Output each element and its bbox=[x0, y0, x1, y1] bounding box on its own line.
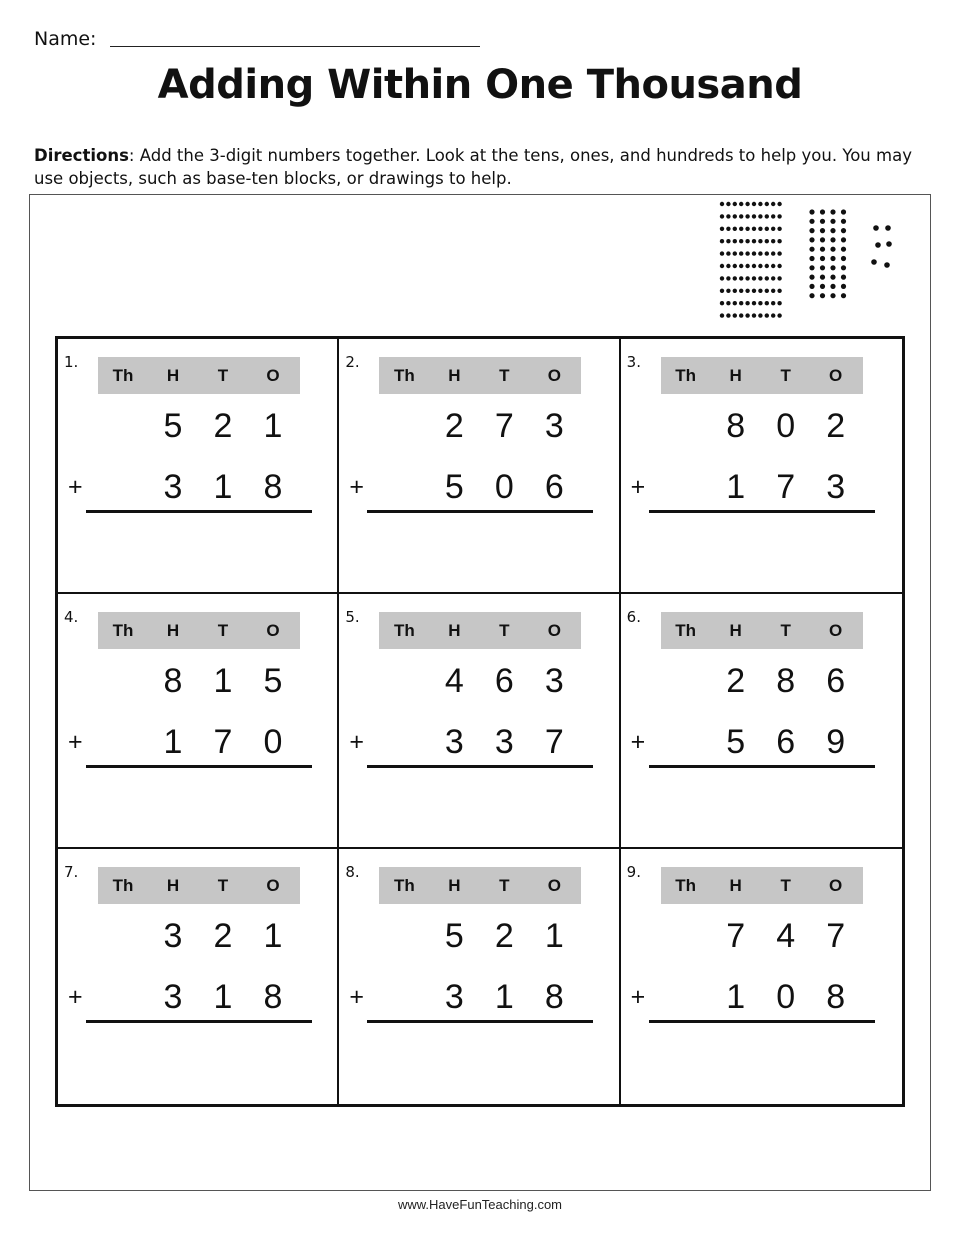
problem-cell bbox=[621, 849, 902, 1104]
place-value-label: H bbox=[729, 366, 742, 385]
answer-line[interactable] bbox=[649, 510, 875, 513]
addend-digit: 3 bbox=[494, 723, 514, 761]
problem-cell bbox=[339, 339, 620, 594]
addend-digit: 9 bbox=[826, 723, 846, 761]
addend-digit: 2 bbox=[444, 407, 464, 445]
place-value-label: H bbox=[448, 876, 461, 895]
addend-digit: 1 bbox=[213, 662, 233, 700]
place-value-label: T bbox=[217, 621, 229, 640]
place-value-label: T bbox=[217, 876, 229, 895]
answer-line[interactable] bbox=[367, 1020, 593, 1023]
place-value-label: O bbox=[547, 876, 561, 895]
page-title: Adding Within One Thousand bbox=[157, 62, 803, 108]
addend-digit: 8 bbox=[263, 468, 283, 506]
addend-digit: 7 bbox=[726, 917, 746, 955]
addend-digit: 2 bbox=[826, 407, 846, 445]
addend-digit: 2 bbox=[213, 407, 233, 445]
addend-digit: 3 bbox=[444, 978, 464, 1016]
addend-digit: 2 bbox=[494, 917, 514, 955]
addend-digit: 0 bbox=[776, 978, 796, 1016]
addend-digit: 1 bbox=[544, 917, 564, 955]
addend-digit: 2 bbox=[213, 917, 233, 955]
addend-digit: 1 bbox=[494, 978, 514, 1016]
place-value-label: T bbox=[780, 876, 791, 895]
problem-number: 4. bbox=[64, 608, 79, 626]
answer-line[interactable] bbox=[367, 510, 593, 513]
plus-sign: + bbox=[630, 473, 646, 501]
addend-digit: 2 bbox=[726, 662, 746, 700]
place-value-label: H bbox=[166, 621, 180, 640]
addend-digit: 7 bbox=[213, 723, 233, 761]
addend-digit: 0 bbox=[263, 723, 283, 761]
problem-cell bbox=[621, 594, 902, 849]
addend-digit: 1 bbox=[263, 917, 283, 955]
addend-digit: 3 bbox=[826, 468, 846, 506]
addend-digit: 1 bbox=[726, 468, 746, 506]
addend-digit: 3 bbox=[444, 723, 464, 761]
addend-digit: 6 bbox=[776, 723, 796, 761]
place-value-label: H bbox=[166, 876, 180, 895]
place-value-header bbox=[661, 867, 863, 904]
place-value-label: T bbox=[499, 621, 510, 640]
addend-digit: 6 bbox=[826, 662, 846, 700]
addend-digit: 1 bbox=[213, 978, 233, 1016]
place-value-label: H bbox=[448, 366, 461, 385]
answer-line[interactable] bbox=[649, 765, 875, 768]
problem-number: 2. bbox=[345, 353, 360, 371]
place-value-label: O bbox=[829, 621, 843, 640]
problem-cell bbox=[58, 339, 339, 594]
problem-number: 5. bbox=[345, 608, 360, 626]
addend-digit: 8 bbox=[163, 662, 183, 700]
addend-digit: 1 bbox=[163, 723, 183, 761]
place-value-label: H bbox=[729, 621, 742, 640]
addend-digit: 1 bbox=[263, 407, 283, 445]
place-value-header bbox=[98, 357, 300, 394]
addend-digit: 5 bbox=[726, 723, 746, 761]
problem-cell bbox=[58, 849, 339, 1104]
answer-line[interactable] bbox=[86, 765, 312, 768]
addend-digit: 7 bbox=[544, 723, 564, 761]
addend-digit: 0 bbox=[494, 468, 514, 506]
place-value-label: O bbox=[547, 366, 561, 385]
place-value-label: Th bbox=[112, 366, 134, 385]
problem-number: 6. bbox=[626, 608, 641, 626]
addend-digit: 7 bbox=[494, 407, 514, 445]
problem-number: 1. bbox=[64, 353, 79, 371]
place-value-label: Th bbox=[675, 366, 697, 385]
problem-cell bbox=[339, 594, 620, 849]
place-value-label: O bbox=[547, 621, 561, 640]
plus-sign: + bbox=[349, 983, 364, 1011]
problem-cell bbox=[339, 849, 620, 1104]
place-value-header bbox=[379, 357, 581, 394]
place-value-label: O bbox=[266, 621, 280, 640]
plus-sign: + bbox=[630, 728, 646, 756]
problem-cell bbox=[58, 594, 339, 849]
place-value-label: O bbox=[829, 366, 843, 385]
answer-line[interactable] bbox=[649, 1020, 875, 1023]
addend-digit: 1 bbox=[726, 978, 746, 1016]
place-value-label: T bbox=[499, 366, 510, 385]
problem-grid bbox=[55, 336, 905, 1107]
directions-text: : Add the 3-digit numbers together. Look at the tens, ones, and hundreds to help you. You may use objects, such as base-ten blocks, or drawings to help. bbox=[34, 146, 912, 188]
place-value-label: H bbox=[729, 876, 742, 895]
addend-digit: 6 bbox=[494, 662, 514, 700]
addend-digit: 5 bbox=[263, 662, 283, 700]
addend-digit: 0 bbox=[776, 407, 796, 445]
place-value-label: Th bbox=[675, 621, 697, 640]
plus-sign: + bbox=[68, 983, 83, 1011]
place-value-label: T bbox=[217, 366, 229, 385]
addend-digit: 7 bbox=[776, 468, 796, 506]
problem-number: 7. bbox=[64, 863, 79, 881]
answer-line[interactable] bbox=[86, 510, 312, 513]
addend-digit: 7 bbox=[826, 917, 846, 955]
footer-url: www.HaveFunTeaching.com bbox=[397, 1197, 563, 1212]
addend-digit: 3 bbox=[544, 407, 564, 445]
place-value-label: O bbox=[829, 876, 843, 895]
addend-digit: 3 bbox=[163, 917, 183, 955]
plus-sign: + bbox=[68, 728, 83, 756]
place-value-header bbox=[379, 612, 581, 649]
answer-line[interactable] bbox=[86, 1020, 312, 1023]
place-value-label: Th bbox=[112, 621, 134, 640]
problem-number: 9. bbox=[626, 863, 641, 881]
answer-line[interactable] bbox=[367, 765, 593, 768]
place-value-label: O bbox=[266, 366, 280, 385]
problem-number: 3. bbox=[626, 353, 641, 371]
addend-digit: 3 bbox=[544, 662, 564, 700]
place-value-label: T bbox=[780, 621, 791, 640]
place-value-label: O bbox=[266, 876, 280, 895]
problem-number: 8. bbox=[345, 863, 360, 881]
addend-digit: 4 bbox=[444, 662, 464, 700]
place-value-header bbox=[98, 612, 300, 649]
plus-sign: + bbox=[349, 473, 364, 501]
place-value-label: Th bbox=[393, 621, 415, 640]
addend-digit: 3 bbox=[163, 468, 183, 506]
place-value-label: T bbox=[499, 876, 510, 895]
addend-digit: 5 bbox=[163, 407, 183, 445]
directions bbox=[34, 144, 914, 190]
addend-digit: 3 bbox=[163, 978, 183, 1016]
plus-sign: + bbox=[630, 983, 646, 1011]
place-value-label: H bbox=[448, 621, 461, 640]
addend-digit: 5 bbox=[444, 917, 464, 955]
place-value-label: T bbox=[780, 366, 791, 385]
place-value-header bbox=[661, 357, 863, 394]
addend-digit: 1 bbox=[213, 468, 233, 506]
addend-digit: 8 bbox=[263, 978, 283, 1016]
plus-sign: + bbox=[68, 473, 83, 501]
addend-digit: 8 bbox=[826, 978, 846, 1016]
place-value-header bbox=[661, 612, 863, 649]
plus-sign: + bbox=[349, 728, 364, 756]
place-value-label: Th bbox=[675, 876, 697, 895]
place-value-header bbox=[98, 867, 300, 904]
place-value-label: Th bbox=[112, 876, 134, 895]
addend-digit: 6 bbox=[544, 468, 564, 506]
name-label: Name: bbox=[34, 28, 97, 50]
addend-digit: 8 bbox=[544, 978, 564, 1016]
problem-cell bbox=[621, 339, 902, 594]
place-value-header bbox=[379, 867, 581, 904]
place-value-label: Th bbox=[393, 366, 415, 385]
place-value-label: H bbox=[166, 366, 180, 385]
addend-digit: 4 bbox=[776, 917, 796, 955]
addend-digit: 8 bbox=[776, 662, 796, 700]
addend-digit: 5 bbox=[444, 468, 464, 506]
place-value-label: Th bbox=[393, 876, 415, 895]
addend-digit: 8 bbox=[726, 407, 746, 445]
directions-label: Directions bbox=[34, 146, 129, 165]
name-line[interactable] bbox=[110, 46, 480, 47]
